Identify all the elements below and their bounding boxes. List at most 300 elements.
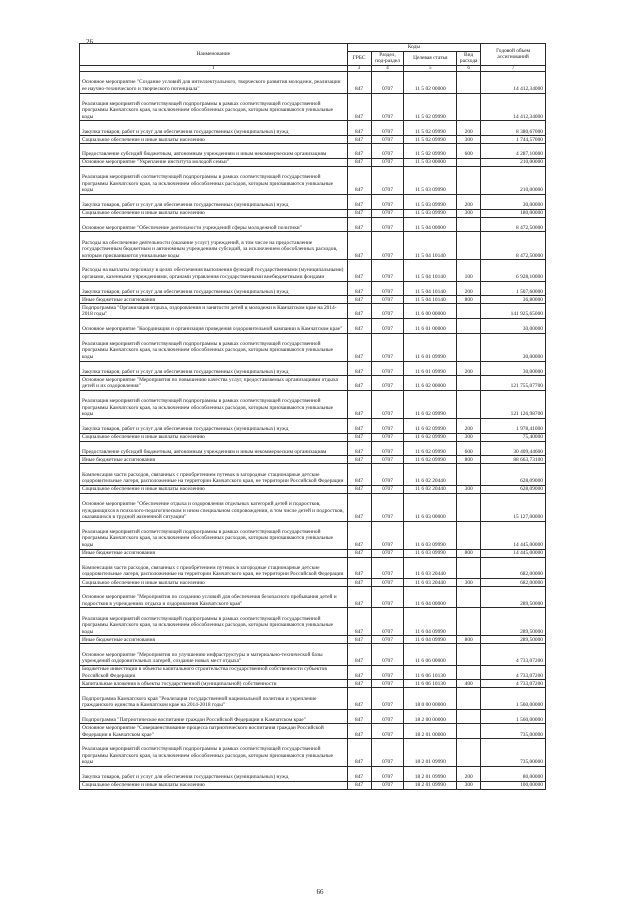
- row-expense-type: 200: [457, 194, 481, 209]
- row-target-article: 11 6 01 00000: [404, 319, 457, 334]
- row-grbs: 847: [347, 608, 371, 636]
- row-target-article: 11 6 02 09990: [404, 456, 457, 464]
- row-expense-type: 600: [457, 144, 481, 159]
- row-sum: 210,00000: [481, 158, 546, 166]
- table-row: [80, 281, 546, 296]
- row-section: 0707: [371, 485, 404, 493]
- row-grbs: 847: [347, 688, 371, 709]
- row-name: Иные бюджетные ассигнования: [80, 456, 348, 464]
- row-grbs: 847: [347, 521, 371, 549]
- row-expense-type: 300: [457, 136, 481, 144]
- row-name: Подпрограмма Камчатского края "Реализация государственной национальной политики и укрепление гражданского единства в Камчатском крае на 2014-2018 годы": [80, 688, 348, 709]
- row-name: Социальное обеспечение и иные выплаты населению: [80, 136, 348, 144]
- row-sum: 628,09000: [481, 485, 546, 493]
- table-row: [80, 72, 546, 93]
- row-sum: 1 744,57000: [481, 136, 546, 144]
- row-target-article: 11 6 00 00000: [404, 304, 457, 319]
- table-row: [80, 644, 546, 665]
- row-section: 0707: [371, 549, 404, 557]
- row-expense-type: 800: [457, 549, 481, 557]
- row-sum: 30 409,44600: [481, 441, 546, 456]
- table-row: [80, 456, 546, 464]
- row-grbs: 847: [347, 281, 371, 296]
- table-row: [80, 724, 546, 739]
- table-row: [80, 608, 546, 636]
- row-expense-type: [457, 93, 481, 121]
- row-name: Закупка товаров, работ и услуг для обеспечения государственных (муниципальных) нужд: [80, 767, 348, 782]
- table-row: [80, 587, 546, 608]
- row-name: Основное мероприятие "Мероприятия по повышению качества услуг, предоставляемых организациями отдыха детей и их оздоровления": [80, 376, 348, 391]
- row-target-article: 11 5 04 10140: [404, 260, 457, 281]
- colnum-5: 5: [404, 65, 457, 72]
- row-target-article: 11 5 04 10140: [404, 296, 457, 304]
- row-section: 0707: [371, 158, 404, 166]
- row-grbs: 847: [347, 456, 371, 464]
- row-name: Основное мероприятие "Совершенствование процесса патриотического воспитания граждан Российской Федерации в Камчатском крае": [80, 724, 348, 739]
- row-expense-type: 800: [457, 296, 481, 304]
- row-grbs: 847: [347, 167, 371, 195]
- row-name: Реализация мероприятий соответствующей подпрограммы в рамках соответствующей государственной программы Камчатского края, за исключением обособленных расходов, которым присваиваются уникальные коды: [80, 521, 348, 549]
- row-section: 0707: [371, 608, 404, 636]
- row-sum: 30,00000: [481, 319, 546, 334]
- table-row: [80, 296, 546, 304]
- row-target-article: 11 5 03 09990: [404, 194, 457, 209]
- row-grbs: 847: [347, 391, 371, 419]
- table-body: [80, 72, 546, 790]
- row-grbs: 847: [347, 361, 371, 376]
- row-expense-type: 300: [457, 579, 481, 587]
- row-sum: 1 560,00000: [481, 688, 546, 709]
- row-sum: 8 472,50000: [481, 217, 546, 232]
- table-row: [80, 144, 546, 159]
- row-sum: 210,00000: [481, 167, 546, 195]
- row-section: 0707: [371, 72, 404, 93]
- row-grbs: 847: [347, 485, 371, 493]
- row-expense-type: [457, 608, 481, 636]
- row-sum: 141 925,65000: [481, 304, 546, 319]
- row-name: Расходы на обеспечение деятельности (оказание услуг) учреждений, в том числе на предоставление государственным бюджетным и автономным учреждениям субсидий, за исключением обособленных расходов, которым присваиваются уникальные коды: [80, 232, 348, 260]
- row-target-article: 11 5 04 10140: [404, 281, 457, 296]
- row-sum: 14 445,00000: [481, 549, 546, 557]
- table-row: [80, 665, 546, 680]
- row-expense-type: [457, 167, 481, 195]
- row-name: Основное мероприятие "Мероприятия по улучшению инфраструктуры и материально-технической базы учреждений оздоровительных лагерей, создание новых мест отдыха": [80, 644, 348, 665]
- row-section: 0707: [371, 194, 404, 209]
- row-expense-type: [457, 493, 481, 521]
- table-row: [80, 739, 546, 767]
- header-vr: Вид расхода: [457, 51, 481, 65]
- row-sum: 1 978,41000: [481, 418, 546, 433]
- row-target-article: 11 5 04 00000: [404, 217, 457, 232]
- row-section: 0707: [371, 680, 404, 688]
- row-sum: 1 507,60000: [481, 281, 546, 296]
- row-target-article: 18 2 01 00000: [404, 724, 457, 739]
- row-name: Реализация мероприятий соответствующей подпрограммы в рамках соответствующей государственной программы Камчатского края, за исключением обособленных расходов, которым присваиваются уникальные коды: [80, 167, 348, 195]
- row-section: 0707: [371, 579, 404, 587]
- row-grbs: 847: [347, 260, 371, 281]
- row-grbs: 847: [347, 709, 371, 724]
- row-sum: 14 412,34000: [481, 93, 546, 121]
- row-section: 0707: [371, 144, 404, 159]
- row-section: 0707: [371, 93, 404, 121]
- row-section: 0707: [371, 209, 404, 217]
- row-section: 0707: [371, 709, 404, 724]
- row-expense-type: 200: [457, 281, 481, 296]
- row-section: 0707: [371, 781, 404, 789]
- row-expense-type: [457, 644, 481, 665]
- row-name: Основное мероприятие "Обеспечение деятельности учреждений сферы молодежной политики": [80, 217, 348, 232]
- row-grbs: 847: [347, 557, 371, 578]
- row-grbs: 847: [347, 665, 371, 680]
- row-expense-type: 300: [457, 209, 481, 217]
- row-name: Бюджетные инвестиции в объекты капитального строительства государственной собственности субъектов Российской Федерации: [80, 665, 348, 680]
- header-csr: Целевая статья: [404, 51, 457, 65]
- table-row: [80, 464, 546, 485]
- row-section: 0707: [371, 304, 404, 319]
- row-expense-type: [457, 376, 481, 391]
- row-target-article: 18 2 00 00000: [404, 709, 457, 724]
- row-sum: 8 472,50000: [481, 232, 546, 260]
- row-grbs: 847: [347, 644, 371, 665]
- row-grbs: 847: [347, 464, 371, 485]
- row-section: 0707: [371, 296, 404, 304]
- row-name: Социальное обеспечение и иные выплаты населению: [80, 485, 348, 493]
- row-sum: 735,00000: [481, 739, 546, 767]
- row-sum: 14 445,00000: [481, 521, 546, 549]
- row-grbs: 847: [347, 296, 371, 304]
- row-section: 0707: [371, 391, 404, 419]
- row-sum: 75,40000: [481, 433, 546, 441]
- table-row: [80, 333, 546, 361]
- row-section: 0707: [371, 281, 404, 296]
- row-grbs: 847: [347, 194, 371, 209]
- table-row: [80, 493, 546, 521]
- row-name: Реализация мероприятий соответствующей подпрограммы в рамках соответствующей государственной программы Камчатского края, за исключением обособленных расходов, которым присваиваются уникальные коды: [80, 608, 348, 636]
- row-grbs: 847: [347, 441, 371, 456]
- row-expense-type: [457, 217, 481, 232]
- row-grbs: 847: [347, 217, 371, 232]
- row-target-article: 11 5 02 09990: [404, 144, 457, 159]
- row-sum: 1 560,00000: [481, 709, 546, 724]
- table-row: [80, 391, 546, 419]
- table-row: [80, 121, 546, 136]
- row-target-article: 18 2 01 09990: [404, 781, 457, 789]
- row-expense-type: [457, 391, 481, 419]
- row-grbs: 847: [347, 587, 371, 608]
- row-name: Закупка товаров, работ и услуг для обеспечения государственных (муниципальных) нужд: [80, 361, 348, 376]
- row-sum: 36,80000: [481, 296, 546, 304]
- row-target-article: 11 6 02 00000: [404, 376, 457, 391]
- table-row: [80, 136, 546, 144]
- row-sum: 4 287,10000: [481, 144, 546, 159]
- row-expense-type: 200: [457, 418, 481, 433]
- row-section: 0707: [371, 433, 404, 441]
- row-sum: 180,00000: [481, 209, 546, 217]
- row-target-article: 11 5 02 09990: [404, 136, 457, 144]
- row-name: Компенсация части расходов, связанных с приобретением путевок в загородные стационарные детские оздоровительные лагеря, расположенные на территории Камчатского края, не территории Российской Федерации: [80, 464, 348, 485]
- colnum-1: 1: [80, 65, 348, 72]
- budget-table: [79, 43, 546, 790]
- row-expense-type: [457, 665, 481, 680]
- row-name: Подпрограмма "Организация отдыха, оздоровления и занятости детей и молодежи в Камчатском крае на 2014-2018 годы": [80, 304, 348, 319]
- row-expense-type: 600: [457, 441, 481, 456]
- row-target-article: 11 6 02 20440: [404, 464, 457, 485]
- row-section: 0707: [371, 767, 404, 782]
- row-grbs: 847: [347, 549, 371, 557]
- table-row: [80, 433, 546, 441]
- row-sum: 30,00000: [481, 361, 546, 376]
- row-expense-type: 400: [457, 680, 481, 688]
- row-name: Социальное обеспечение и иные выплаты населению: [80, 209, 348, 217]
- row-target-article: 11 6 02 09990: [404, 441, 457, 456]
- row-name: Закупка товаров, работ и услуг для обеспечения государственных (муниципальных) нужд: [80, 418, 348, 433]
- row-section: 0707: [371, 333, 404, 361]
- row-section: 0707: [371, 688, 404, 709]
- row-sum: 30,00000: [481, 194, 546, 209]
- row-grbs: 847: [347, 319, 371, 334]
- row-expense-type: [457, 319, 481, 334]
- row-sum: 682,00000: [481, 557, 546, 578]
- row-target-article: 11 6 03 20440: [404, 557, 457, 578]
- row-grbs: 847: [347, 144, 371, 159]
- row-target-article: 11 6 01 09990: [404, 361, 457, 376]
- row-sum: 80,00000: [481, 767, 546, 782]
- row-name: Реализация мероприятий соответствующей подпрограммы в рамках соответствующей государственной программы Камчатского края, за исключением обособленных расходов, которым присваиваются уникальные коды: [80, 391, 348, 419]
- table-row: [80, 781, 546, 789]
- colnum-7: 7: [481, 65, 546, 72]
- colnum-6: 6: [457, 65, 481, 72]
- row-sum: 100,00000: [481, 781, 546, 789]
- row-expense-type: [457, 232, 481, 260]
- row-name: Основное мероприятие "Создание условий для интеллектуального, творческого развития молодежи, реализации ее научно-технического и творческого потенциала": [80, 72, 348, 93]
- row-name: Социальное обеспечение и иные выплаты населению: [80, 433, 348, 441]
- row-name: Иные бюджетные ассигнования: [80, 296, 348, 304]
- row-target-article: 11 6 03 00000: [404, 493, 457, 521]
- table-row: [80, 209, 546, 217]
- table-row: [80, 361, 546, 376]
- table-row: [80, 557, 546, 578]
- row-section: 0707: [371, 136, 404, 144]
- table-row: [80, 217, 546, 232]
- row-name: Основное мероприятие "Обеспечение отдыха и оздоровления отдельных категорий детей и подростков, нуждающихся в психолого-педагогическом и ином специальном сопровождении, в том числе детей и подростков, оказавшихся в трудной жизненной ситуации": [80, 493, 348, 521]
- row-name: Реализация мероприятий соответствующей подпрограммы в рамках соответствующей государственной программы Камчатского края, за исключением обособленных расходов, которым присваиваются уникальные коды: [80, 333, 348, 361]
- row-grbs: 847: [347, 579, 371, 587]
- table-row: [80, 680, 546, 688]
- row-name: Иные бюджетные ассигнования: [80, 636, 348, 644]
- row-section: 0707: [371, 665, 404, 680]
- row-grbs: 847: [347, 418, 371, 433]
- row-expense-type: [457, 739, 481, 767]
- row-expense-type: 800: [457, 456, 481, 464]
- row-expense-type: [457, 688, 481, 709]
- row-name: Предоставление субсидий бюджетным, автономным учреждениям и иным некоммерческим организациям: [80, 144, 348, 159]
- row-name: Иные бюджетные ассигнования: [80, 549, 348, 557]
- table-row: [80, 167, 546, 195]
- row-target-article: 11 6 02 09990: [404, 433, 457, 441]
- row-sum: 15 127,00000: [481, 493, 546, 521]
- row-target-article: 11 6 03 20440: [404, 579, 457, 587]
- row-section: 0707: [371, 260, 404, 281]
- row-target-article: 11 5 02 00000: [404, 72, 457, 93]
- row-expense-type: 300: [457, 433, 481, 441]
- row-expense-type: 100: [457, 260, 481, 281]
- row-name: Компенсация части расходов, связанных с приобретением путевок в загородные стационарные детские оздоровительные лагеря, расположенные на территории Камчатского края, не территории Российской Федерации: [80, 557, 348, 578]
- row-name: Предоставление субсидий бюджетным, автономным учреждениям и иным некоммерческим организациям: [80, 441, 348, 456]
- row-grbs: 847: [347, 767, 371, 782]
- table-row: [80, 688, 546, 709]
- header-section: Раздел, под-раздел: [371, 51, 404, 65]
- row-sum: 6 928,10000: [481, 260, 546, 281]
- row-section: 0707: [371, 739, 404, 767]
- row-grbs: 847: [347, 680, 371, 688]
- row-expense-type: [457, 464, 481, 485]
- row-grbs: 847: [347, 636, 371, 644]
- header-grbs: ГРБС: [347, 51, 371, 65]
- row-expense-type: [457, 709, 481, 724]
- top-page-number: 26: [86, 38, 93, 46]
- table-row: [80, 549, 546, 557]
- row-target-article: 11 5 03 00000: [404, 158, 457, 166]
- table-row: [80, 709, 546, 724]
- row-section: 0707: [371, 464, 404, 485]
- row-expense-type: [457, 521, 481, 549]
- table-row: [80, 441, 546, 456]
- table-row: [80, 194, 546, 209]
- row-target-article: 11 6 02 09990: [404, 391, 457, 419]
- table-row: [80, 260, 546, 281]
- row-name: Реализация мероприятий соответствующей подпрограммы в рамках соответствующей государственной программы Камчатского края, за исключением обособленных расходов, которым присваиваются уникальные коды: [80, 93, 348, 121]
- table-header-row: [80, 44, 546, 52]
- row-expense-type: 300: [457, 485, 481, 493]
- row-expense-type: 800: [457, 636, 481, 644]
- row-section: 0707: [371, 521, 404, 549]
- row-target-article: 11 6 06 10130: [404, 680, 457, 688]
- row-section: 0707: [371, 441, 404, 456]
- row-grbs: 847: [347, 433, 371, 441]
- row-sum: 121 126,98700: [481, 391, 546, 419]
- row-section: 0707: [371, 361, 404, 376]
- row-name: Социальное обеспечение и иные выплаты населению: [80, 579, 348, 587]
- row-name: Подпрограмма "Патриотическое воспитание граждан Российской Федерации в Камчатском крае": [80, 709, 348, 724]
- row-target-article: 11 5 02 09990: [404, 121, 457, 136]
- row-grbs: 847: [347, 158, 371, 166]
- row-name: Закупка товаров, работ и услуг для обеспечения государственных (муниципальных) нужд: [80, 121, 348, 136]
- row-target-article: 11 6 02 20440: [404, 485, 457, 493]
- row-target-article: 11 5 03 09990: [404, 167, 457, 195]
- row-sum: 289,50000: [481, 608, 546, 636]
- colnum-3: 3: [347, 65, 371, 72]
- table-row: [80, 636, 546, 644]
- row-grbs: 847: [347, 72, 371, 93]
- row-grbs: 847: [347, 209, 371, 217]
- row-name: Расходы на выплаты персоналу в целях обеспечения выполнения функций государственными (муниципальными) органами, казенными учреждениями, органами управления государственными внебюджетными фондами: [80, 260, 348, 281]
- row-grbs: 847: [347, 739, 371, 767]
- row-name: Закупка товаров, работ и услуг для обеспечения государственных (муниципальных) нужд: [80, 194, 348, 209]
- row-grbs: 847: [347, 93, 371, 121]
- row-sum: 4 733,07200: [481, 680, 546, 688]
- row-target-article: 18 0 00 00000: [404, 688, 457, 709]
- header-sum: Годовой объем ассигнований: [481, 44, 546, 66]
- table-row: [80, 579, 546, 587]
- row-grbs: 847: [347, 304, 371, 319]
- row-sum: 121 755,07700: [481, 376, 546, 391]
- bottom-page-number: 66: [316, 888, 324, 896]
- row-target-article: 11 6 06 00000: [404, 644, 457, 665]
- row-sum: 735,00000: [481, 724, 546, 739]
- row-target-article: 11 6 06 10130: [404, 665, 457, 680]
- row-expense-type: 200: [457, 767, 481, 782]
- row-section: 0707: [371, 644, 404, 665]
- header-codes: Коды: [347, 44, 481, 52]
- row-target-article: 18 2 01 09990: [404, 767, 457, 782]
- row-target-article: 11 5 02 09990: [404, 93, 457, 121]
- row-grbs: 847: [347, 232, 371, 260]
- row-target-article: 11 6 04 00000: [404, 587, 457, 608]
- row-section: 0707: [371, 493, 404, 521]
- row-section: 0707: [371, 418, 404, 433]
- row-grbs: 847: [347, 121, 371, 136]
- table-row: [80, 521, 546, 549]
- colnum-4: 4: [371, 65, 404, 72]
- row-expense-type: [457, 72, 481, 93]
- row-section: 0707: [371, 376, 404, 391]
- row-target-article: 11 6 04 09990: [404, 608, 457, 636]
- row-expense-type: [457, 587, 481, 608]
- header-name: Наименование: [80, 44, 348, 66]
- row-name: Основное мероприятие "Мероприятия по созданию условий для обеспечения безопасного пребывания детей и подростков в учреждениях отдыха и оздоровления Камчатского края": [80, 587, 348, 608]
- row-target-article: 11 5 03 09990: [404, 209, 457, 217]
- row-expense-type: [457, 724, 481, 739]
- row-expense-type: [457, 333, 481, 361]
- row-section: 0707: [371, 319, 404, 334]
- row-section: 0707: [371, 121, 404, 136]
- row-target-article: 11 6 03 09990: [404, 549, 457, 557]
- row-target-article: 11 6 03 09990: [404, 521, 457, 549]
- row-target-article: 11 6 02 09990: [404, 418, 457, 433]
- row-target-article: 11 5 04 10140: [404, 232, 457, 260]
- row-section: 0707: [371, 167, 404, 195]
- row-section: 0707: [371, 636, 404, 644]
- row-grbs: 847: [347, 376, 371, 391]
- table-row: [80, 93, 546, 121]
- table-row: [80, 319, 546, 334]
- table-row: [80, 767, 546, 782]
- table-row: [80, 158, 546, 166]
- row-section: 0707: [371, 587, 404, 608]
- row-sum: 8 380,67000: [481, 121, 546, 136]
- row-expense-type: 300: [457, 781, 481, 789]
- table-row: [80, 418, 546, 433]
- row-section: 0707: [371, 232, 404, 260]
- row-expense-type: [457, 158, 481, 166]
- row-target-article: 18 2 01 09990: [404, 739, 457, 767]
- row-section: 0707: [371, 724, 404, 739]
- row-sum: 4 733,07200: [481, 665, 546, 680]
- row-target-article: 11 6 04 09990: [404, 636, 457, 644]
- row-name: Реализация мероприятий соответствующей подпрограммы в рамках соответствующей государственной программы Камчатского края, за исключением обособленных расходов, которым присваиваются уникальные коды: [80, 739, 348, 767]
- table-row: [80, 304, 546, 319]
- row-name: Капитальные вложения в объекты государственной (муниципальной) собственности: [80, 680, 348, 688]
- row-name: Основное мероприятие "Укрепление института молодой семьи": [80, 158, 348, 166]
- row-grbs: 847: [347, 493, 371, 521]
- row-name: Закупка товаров, работ и услуг для обеспечения государственных (муниципальных) нужд: [80, 281, 348, 296]
- row-name: Социальное обеспечение и иные выплаты населению: [80, 781, 348, 789]
- row-expense-type: 200: [457, 121, 481, 136]
- row-sum: 4 733,07200: [481, 644, 546, 665]
- row-target-article: 11 6 01 09990: [404, 333, 457, 361]
- row-expense-type: 200: [457, 361, 481, 376]
- row-sum: 14 412,34000: [481, 72, 546, 93]
